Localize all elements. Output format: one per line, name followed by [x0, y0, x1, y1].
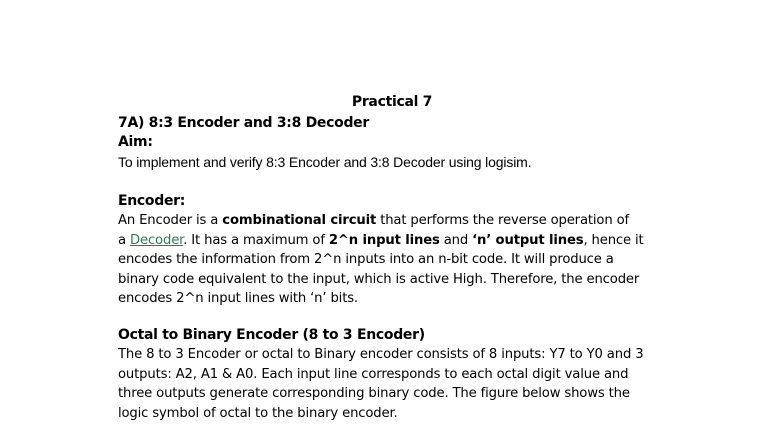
octal-para-line-3: three outputs generate corresponding binary code. The figure below shows the [118, 386, 630, 402]
practical-subtitle: 7A) 8:3 Encoder and 3:8 Decoder [118, 115, 369, 131]
text-run: An Encoder is a [118, 213, 223, 229]
output-lines-bold: ‘n’ output lines [472, 232, 584, 248]
aim-heading: Aim: [118, 134, 153, 151]
aim-text: To implement and verify 8:3 Encoder and 3:8 Decoder using logisim. [118, 153, 532, 170]
combinational-circuit-bold: combinational circuit [222, 213, 377, 229]
octal-encoder-heading: Octal to Binary Encoder (8 to 3 Encoder) [118, 327, 425, 343]
encoder-heading: Encoder: [118, 193, 186, 209]
octal-para-line-4: logic symbol of octal to the binary encoder. [118, 405, 398, 421]
encoder-para-line-3: encodes the information from 2^n inputs into an n-bit code. It will produce a [118, 252, 614, 268]
encoder-para-line-5: encodes 2^n input lines with ‘n’ bits. [118, 291, 358, 307]
octal-encoder-section [118, 326, 678, 423]
page-title [0, 94, 784, 110]
encoder-para-line-1 [118, 211, 678, 230]
text-run: , hence it [583, 232, 644, 248]
decoder-link[interactable]: Decoder [129, 232, 184, 248]
intro-block [118, 114, 678, 172]
page-title-text: Practical 7 [351, 94, 433, 110]
encoder-section [118, 192, 678, 308]
text-run: . It has a maximum of [183, 232, 329, 248]
encoder-para-line-4: binary code equivalent to the input, which is active High. Therefore, the encoder [118, 271, 640, 287]
octal-para-line-1: The 8 to 3 Encoder or octal to Binary encoder consists of 8 inputs: Y7 to Y0 and 3 [118, 347, 644, 363]
text-run: and [439, 232, 473, 248]
input-lines-bold: 2^n input lines [328, 232, 440, 248]
encoder-para-line-2 [118, 231, 678, 250]
octal-para-line-2: outputs: A2, A1 & A0. Each input line corresponds to each octal digit value and [118, 366, 629, 382]
text-run: a [118, 232, 130, 248]
text-run: that performs the reverse operation of [376, 213, 630, 229]
